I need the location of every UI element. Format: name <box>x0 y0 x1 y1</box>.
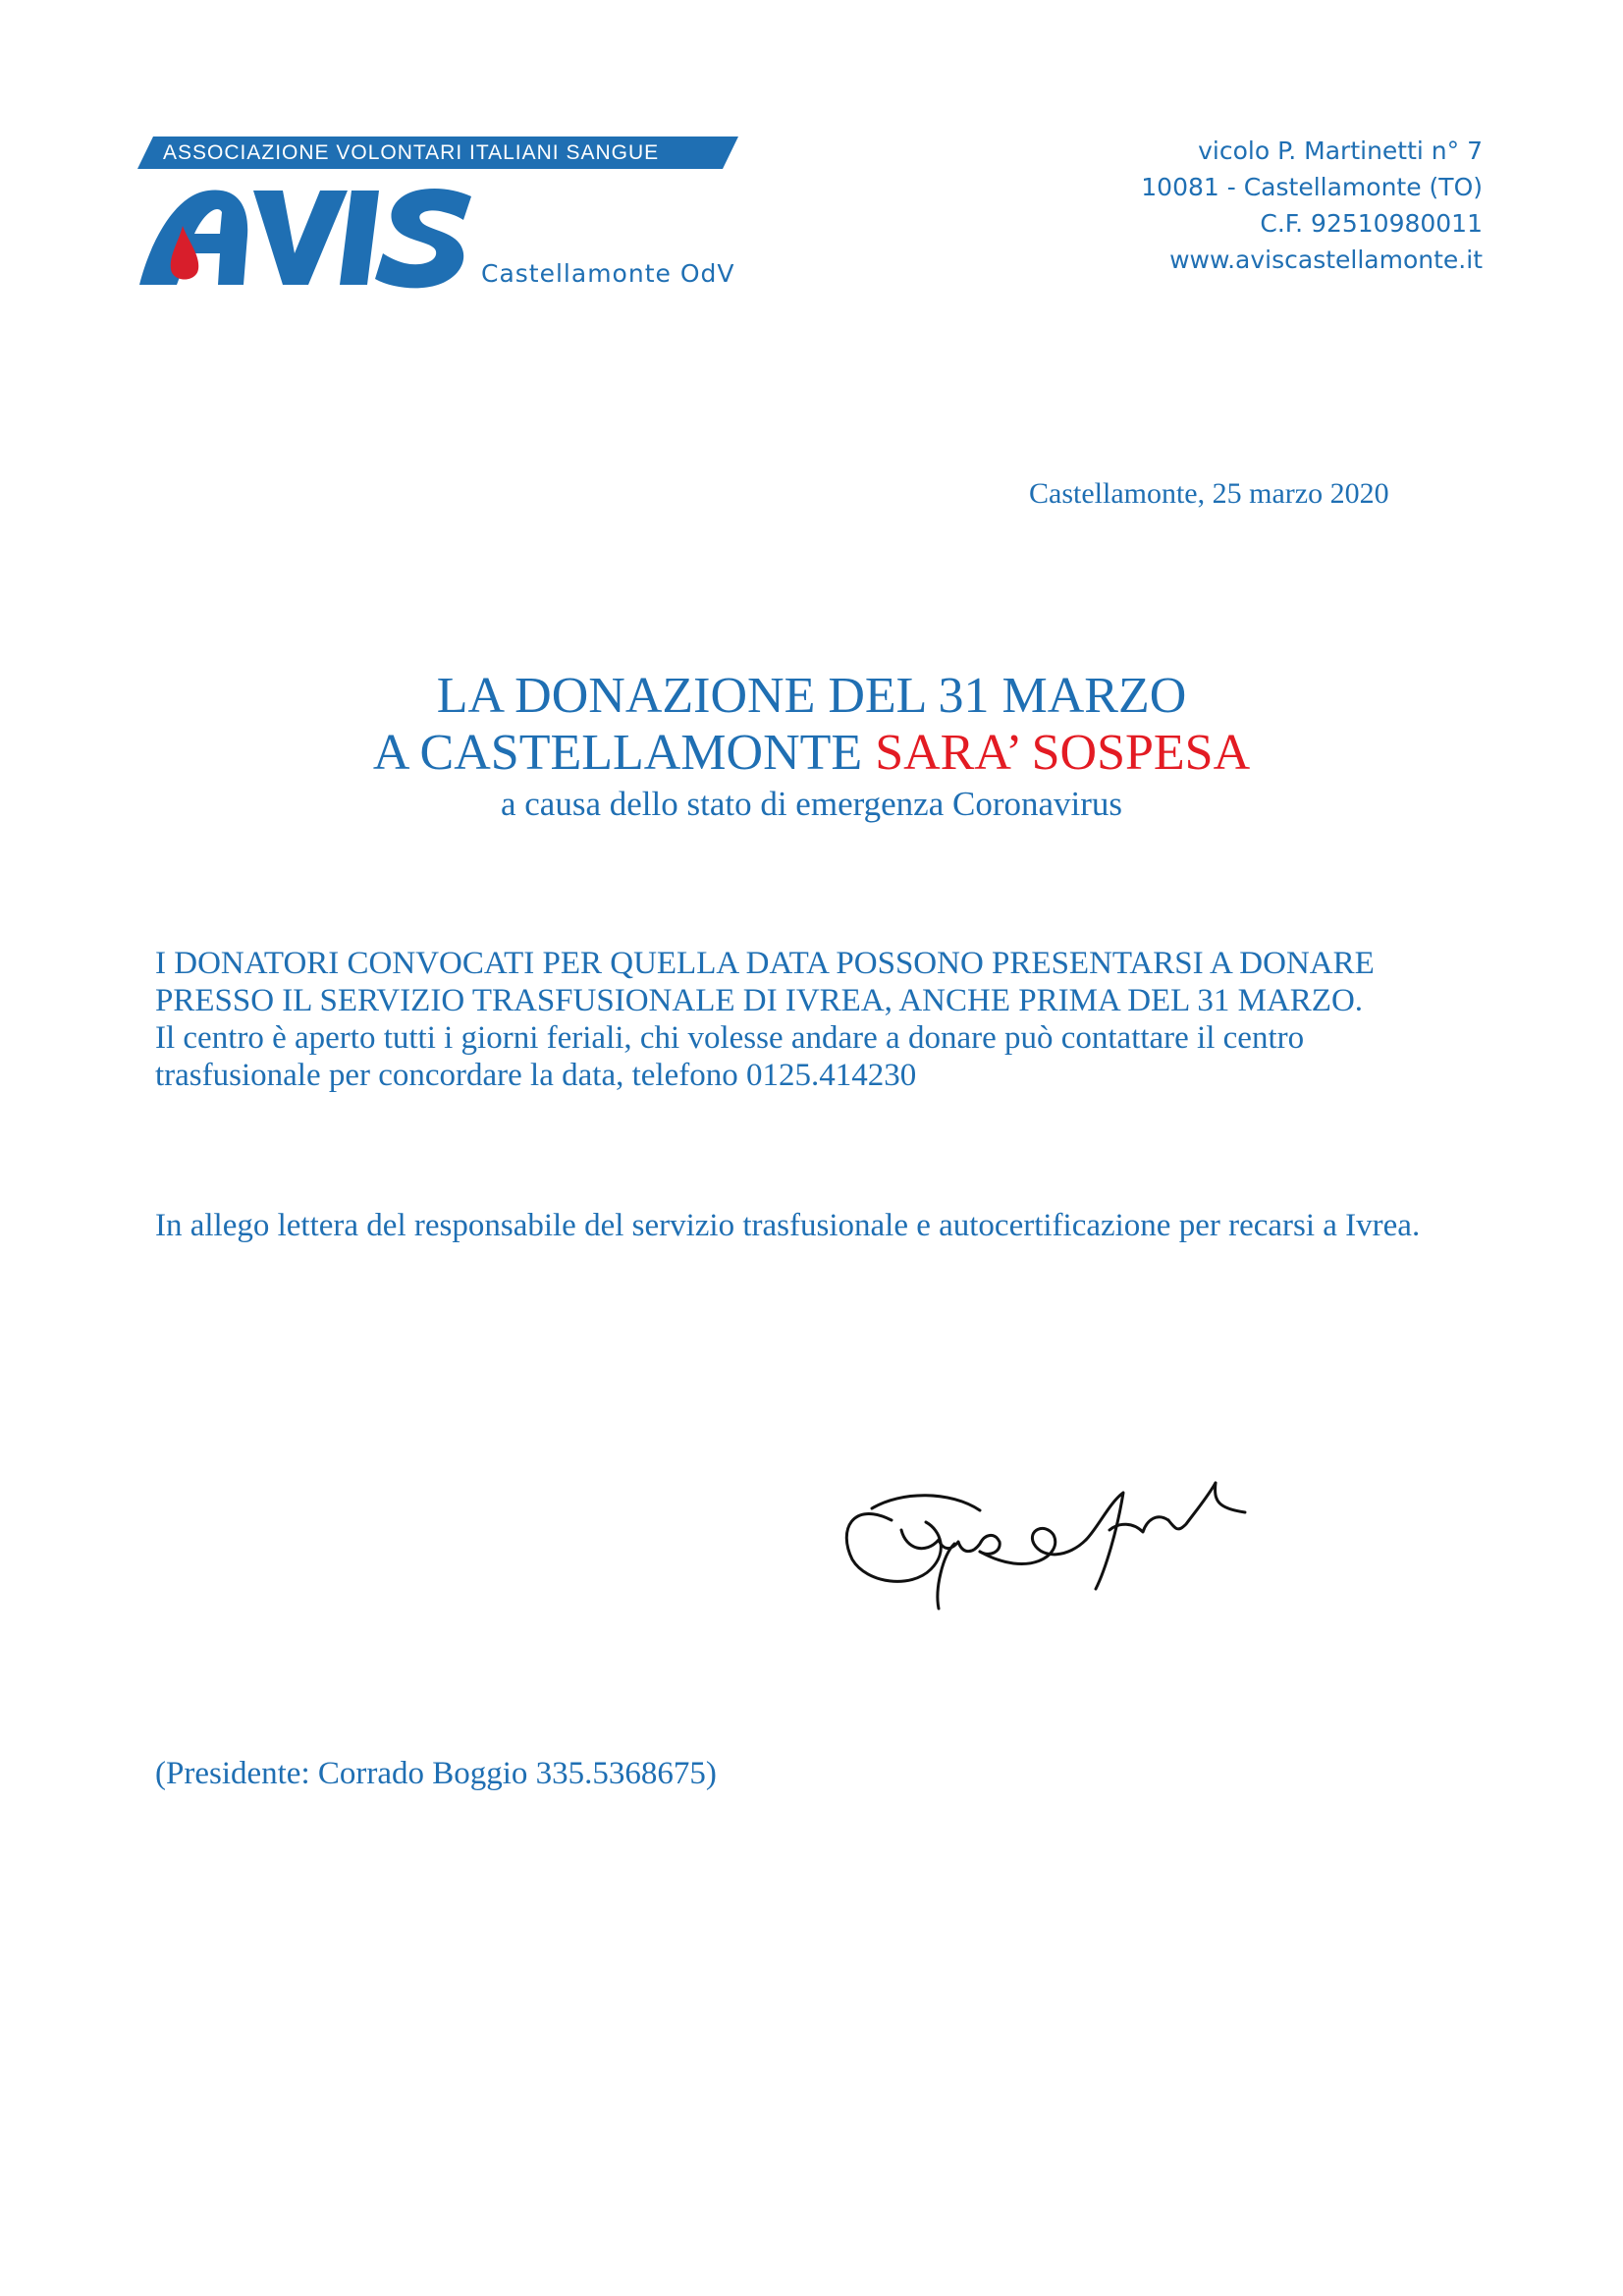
fiscal-code: C.F. 92510980011 <box>1260 209 1483 238</box>
body-paragraph-1 <box>155 945 1471 1094</box>
association-name: ASSOCIAZIONE VOLONTARI ITALIANI SANGUE <box>163 141 660 164</box>
headline-line-2-prefix: A CASTELLAMONTE <box>372 725 876 781</box>
body-paragraph-2: In allego lettera del responsabile del servizio trasfusionale e autocertificazione per recarsi a Ivrea. <box>155 1208 1421 1243</box>
contact-block <box>1070 133 1483 278</box>
avis-logo <box>139 187 473 293</box>
address-line-2: 10081 - Castellamonte (TO) <box>1141 173 1483 201</box>
donor-instructions: I DONATORI CONVOCATI PER QUELLA DATA POSSONO PRESENTARSI A DONARE PRESSO IL SERVIZIO TRASFUSIONALE DI IVREA, ANCHE PRIMA DEL 31 MARZO. <box>155 946 1375 1018</box>
website-link[interactable]: www.aviscastellamonte.it <box>1169 246 1483 274</box>
logo-subtitle: Castellamonte OdV <box>481 259 735 288</box>
signature-icon <box>833 1461 1255 1638</box>
headline-subline: a causa dello stato di emergenza Coronavirus <box>500 785 1123 823</box>
headline-line-2 <box>0 725 1623 782</box>
suspended-highlight: SARA’ SOSPESA <box>875 725 1251 781</box>
president-contact: (Presidente: Corrado Boggio 335.5368675) <box>155 1756 717 1791</box>
headline <box>0 668 1623 827</box>
address-line-1: vicolo P. Martinetti n° 7 <box>1198 137 1483 165</box>
headline-line-1: LA DONAZIONE DEL 31 MARZO <box>436 668 1187 724</box>
date-line: Castellamonte, 25 marzo 2020 <box>1029 477 1389 510</box>
center-info: Il centro è aperto tutti i giorni feriali, chi volesse andare a donare può contattare il centro trasfusionale per concordare la data, telefono 0125.414230 <box>155 1020 1305 1093</box>
